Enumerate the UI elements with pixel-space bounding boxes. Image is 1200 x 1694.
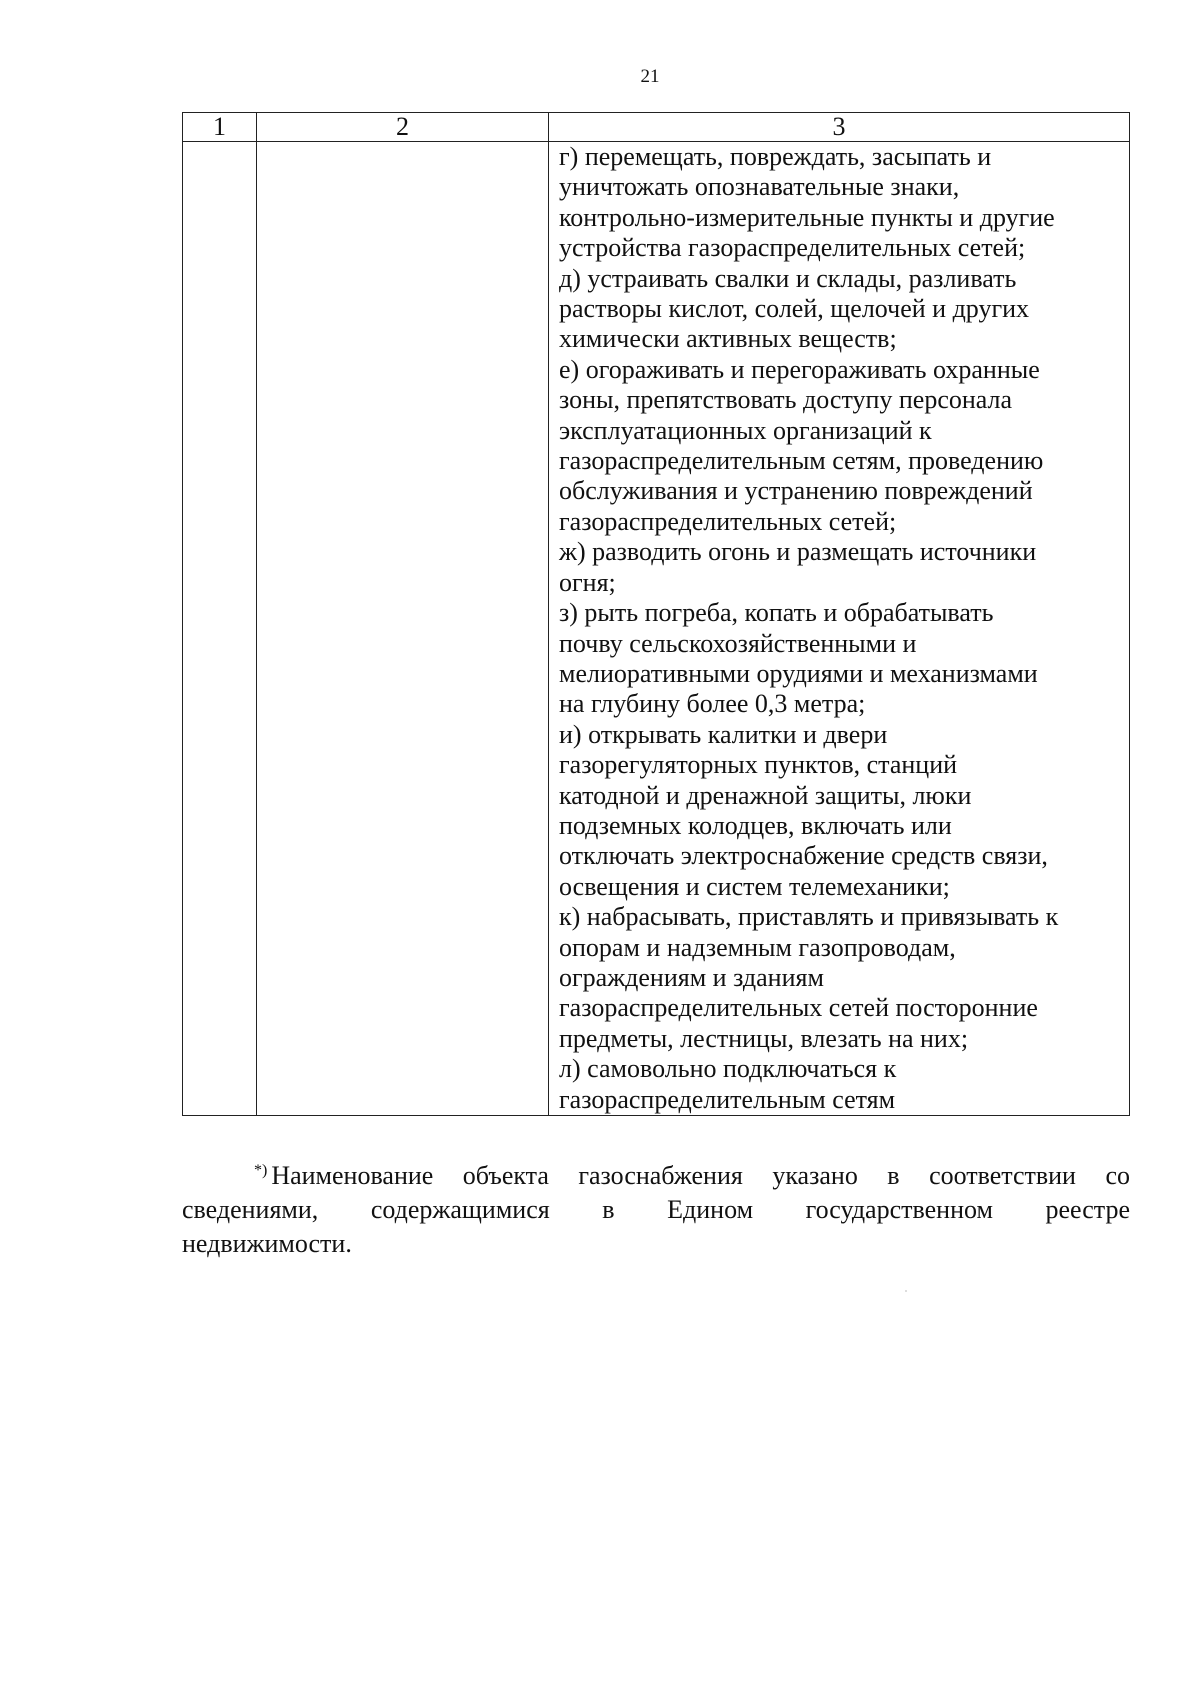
table-cell-col-1 — [183, 142, 257, 1116]
restriction-line: уничтожать опознавательные знаки, — [559, 172, 960, 202]
restriction-line: освещения и систем телемеханики; — [559, 871, 950, 901]
restriction-line: отключать электроснабжение средств связи, — [559, 841, 1048, 871]
restriction-line: подземных колодцев, включать или — [559, 810, 952, 840]
restriction-line: устройства газораспределительных сетей; — [559, 233, 1026, 263]
restriction-line: контрольно-измерительные пункты и другие — [559, 202, 1055, 232]
restriction-line: катодной и дренажной защиты, люки — [559, 780, 972, 810]
restriction-line: опорам и надземным газопроводам, — [559, 932, 956, 962]
table-header-col-2: 2 — [257, 113, 549, 142]
footnote-line — [182, 1154, 1130, 1193]
restriction-line: ж) разводить огонь и размещать источники — [559, 537, 1037, 567]
page-number: 21 — [640, 66, 660, 87]
restriction-line: растворы кислот, солей, щелочей и других — [559, 294, 1030, 324]
footnote-marker: *) — [254, 1162, 268, 1179]
restriction-line: з) рыть погреба, копать и обрабатывать — [559, 598, 994, 628]
restriction-line: обслуживания и устранению повреждений — [559, 476, 1033, 506]
table-header-col-1: 1 — [183, 113, 257, 142]
restriction-line: почву сельскохозяйственными и — [559, 628, 917, 658]
restriction-line: предметы, лестницы, влезать на них; — [559, 1023, 969, 1053]
restriction-line: газораспределительным сетям — [559, 1084, 896, 1114]
restriction-line: и) открывать калитки и двери — [559, 719, 888, 749]
table-header-col-3: 3 — [549, 113, 1130, 142]
restriction-line: газорегуляторных пунктов, станций — [559, 750, 958, 780]
restriction-line: газораспределительным сетям, проведению — [559, 446, 1044, 476]
table-cell-col-2 — [257, 142, 549, 1116]
restriction-line: на глубину более 0,3 метра; — [559, 689, 866, 719]
restriction-line: мелиоративными орудиями и механизмами — [559, 658, 1038, 688]
restriction-line: эксплуатационных организаций к — [559, 415, 932, 445]
restriction-line: е) огораживать и перегораживать охранные — [559, 354, 1040, 384]
restriction-line: газораспределительных сетей; — [559, 506, 897, 536]
table-header-row — [183, 113, 1130, 142]
restriction-line: д) устраивать свалки и склады, разливать — [559, 263, 1017, 293]
footnote-line: недвижимости. — [182, 1229, 352, 1258]
restriction-line: зоны, препятствовать доступу персонала — [559, 385, 1013, 415]
restriction-line: г) перемещать, повреждать, засыпать и — [559, 142, 992, 171]
restriction-line: к) набрасывать, приставлять и привязывать к — [559, 902, 1059, 932]
restriction-line: л) самовольно подключаться к — [559, 1054, 897, 1084]
restriction-line: огня; — [559, 567, 616, 597]
restrictions-text — [559, 142, 1125, 1115]
restriction-line: химически активных веществ; — [559, 324, 897, 354]
scan-speck — [905, 1290, 907, 1292]
restriction-line: ограждениям и зданиям — [559, 962, 824, 992]
footnote-line-text: Наименование объекта газоснабжения указано в соответствии со — [271, 1161, 1130, 1190]
footnote-line: сведениями, содержащимися в Едином государственном реестре — [182, 1195, 1130, 1224]
table-row — [183, 142, 1130, 1116]
data-table — [182, 112, 1130, 1116]
footnote — [182, 1154, 1130, 1261]
restriction-line: газораспределительных сетей посторонние — [559, 993, 1038, 1023]
table-cell-col-3 — [549, 142, 1130, 1116]
